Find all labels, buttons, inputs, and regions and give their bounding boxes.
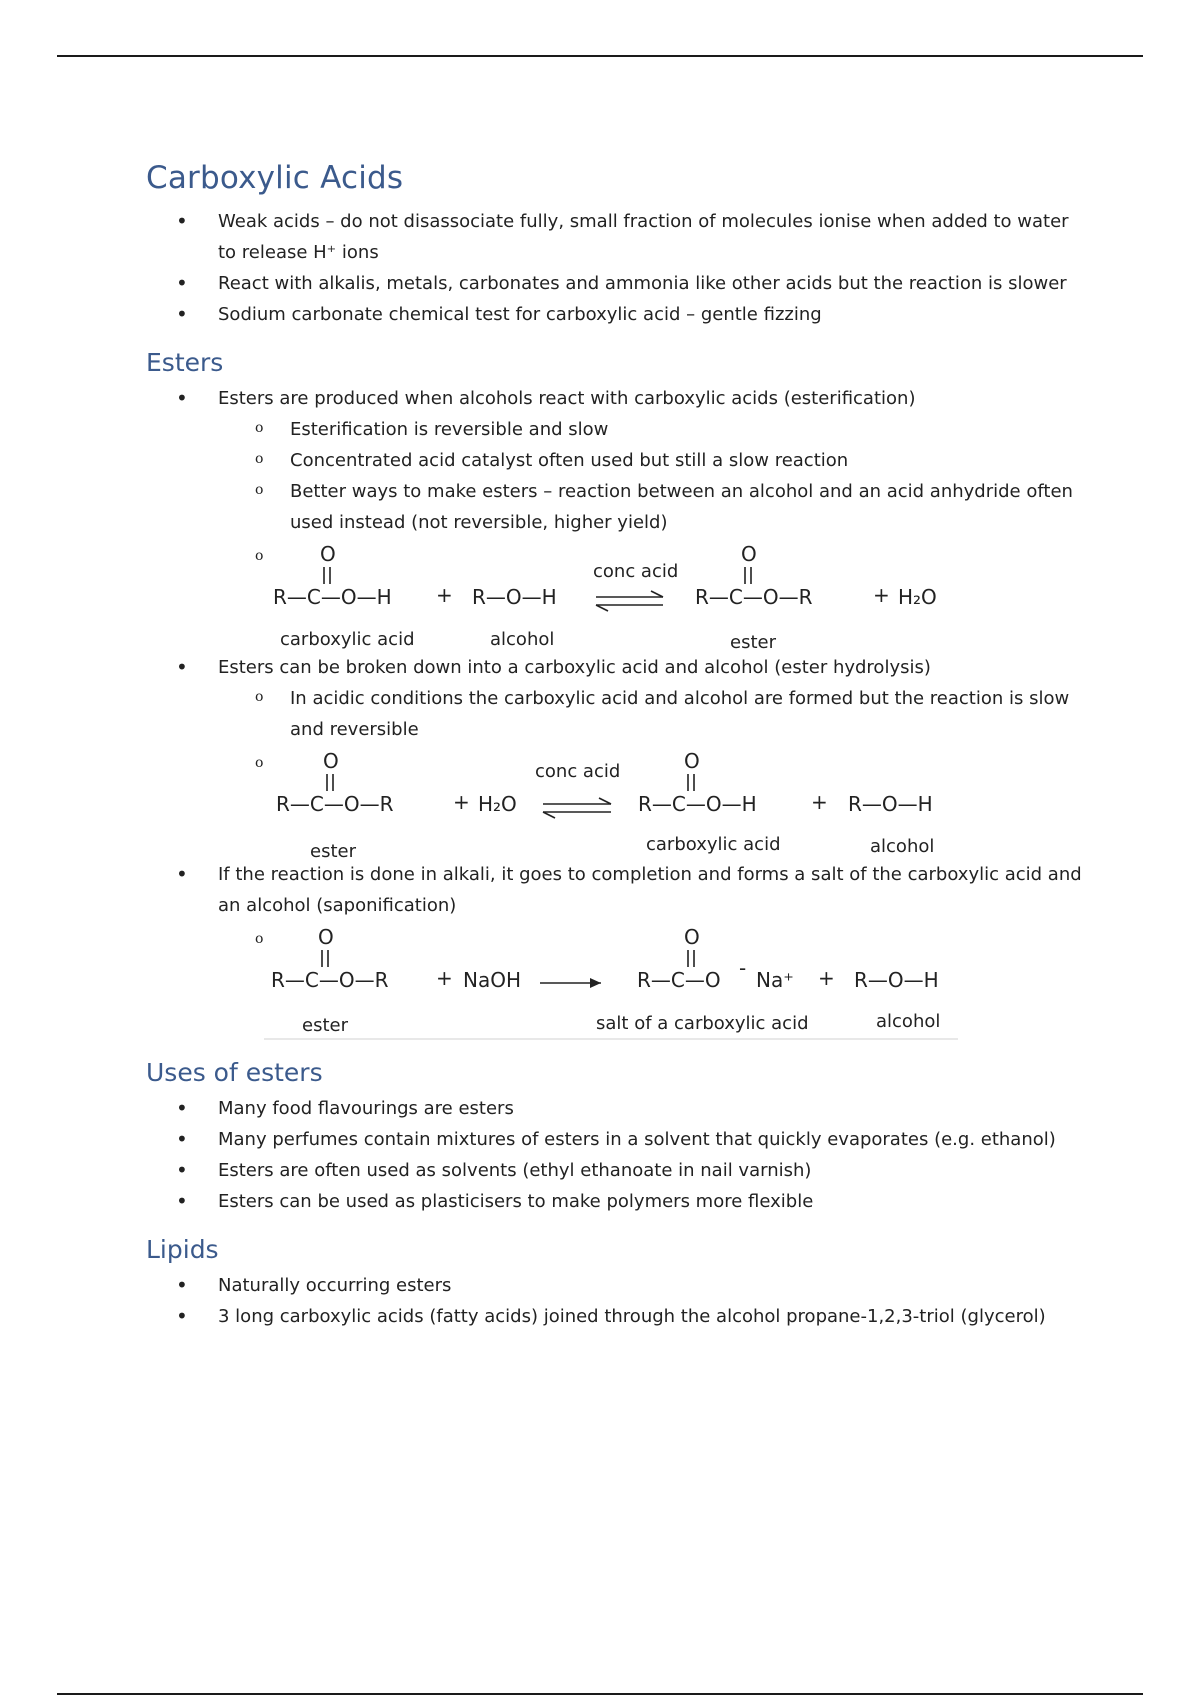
base-formula: NaOH bbox=[463, 968, 521, 992]
list-item: • Naturally occurring esters bbox=[146, 1270, 1086, 1301]
header-rule bbox=[57, 55, 1143, 57]
hydrolysis-sub-list bbox=[218, 683, 1086, 859]
list-item bbox=[146, 859, 1086, 1040]
label-alcohol: alcohol bbox=[876, 1011, 941, 1032]
footer-rule bbox=[57, 1693, 1143, 1695]
list-item: • Esters can be used as plasticisers to make polymers more flexible bbox=[146, 1186, 1086, 1217]
uses-bullets bbox=[146, 1093, 1086, 1217]
alcohol-formula: R—O—H bbox=[854, 968, 939, 992]
list-item bbox=[146, 383, 1086, 652]
plus-sign: + bbox=[818, 966, 835, 990]
heading-lipids: Lipids bbox=[146, 1235, 219, 1264]
label-alcohol: alcohol bbox=[490, 629, 555, 650]
label-ester: ester bbox=[310, 841, 356, 859]
water-formula: H₂O bbox=[898, 585, 937, 609]
hydrolysis-equation bbox=[218, 749, 958, 859]
plus-sign: + bbox=[453, 790, 470, 814]
list-item: o Esterification is reversible and slow bbox=[218, 414, 1086, 445]
carbonyl-oxygen: O bbox=[741, 542, 757, 566]
carbonyl-oxygen: o O bbox=[318, 925, 334, 949]
esters-bullet-3: If the reaction is done in alkali, it goes to completion and forms a salt of the carboxylic acid and an alcohol (saponification) bbox=[218, 864, 1082, 916]
plus-sign: + bbox=[436, 966, 453, 990]
plus-sign: + bbox=[873, 583, 890, 607]
carbonyl-oxygen: o O bbox=[323, 749, 339, 773]
list-item: o Better ways to make esters – reaction between an alcohol and an acid anhydride often used instead (not reversible, higher yield) bbox=[218, 476, 1086, 538]
condition-label: conc acid bbox=[593, 561, 679, 582]
label-ester: ester bbox=[730, 632, 776, 652]
list-item: • Many perfumes contain mixtures of esters in a solvent that quickly evaporates (e.g. ethanol) bbox=[146, 1124, 1086, 1155]
saponification-equation bbox=[218, 925, 958, 1040]
list-item: • Sodium carbonate chemical test for carboxylic acid – gentle fizzing bbox=[146, 299, 1086, 330]
list-item bbox=[218, 749, 1086, 859]
label-carboxylic-acid: carboxylic acid bbox=[646, 834, 781, 855]
carboxylic-bullets bbox=[146, 206, 1086, 330]
label-ester: ester bbox=[302, 1015, 348, 1036]
heading-carboxylic-acids: Carboxylic Acids bbox=[146, 160, 404, 196]
carbonyl-oxygen: O bbox=[684, 749, 700, 773]
water-formula: H₂O bbox=[478, 792, 517, 816]
cation-formula: Na⁺ bbox=[756, 968, 794, 992]
list-item: o In acidic conditions the carboxylic acid and alcohol are formed but the reaction is slow and reversible bbox=[218, 683, 1086, 745]
acid-formula: R—C—O—H bbox=[638, 792, 757, 816]
acid-formula: R—C—O—H bbox=[273, 585, 392, 609]
list-item bbox=[218, 925, 1086, 1040]
ester-formula: R—C—O—R bbox=[271, 968, 389, 992]
carbonyl-oxygen: O bbox=[684, 925, 700, 949]
carbonyl-oxygen: o O bbox=[320, 542, 336, 566]
list-item: o Concentrated acid catalyst often used but still a slow reaction bbox=[218, 445, 1086, 476]
negative-charge: - bbox=[739, 956, 747, 980]
condition-label: conc acid bbox=[535, 761, 621, 782]
lipids-bullets bbox=[146, 1270, 1086, 1332]
alcohol-formula: R—O—H bbox=[472, 585, 557, 609]
label-alcohol: alcohol bbox=[870, 836, 935, 857]
list-item bbox=[218, 542, 1086, 652]
saponification-sub-list bbox=[218, 925, 1086, 1040]
plus-sign: + bbox=[436, 583, 453, 607]
ester-formula: R—C—O—R bbox=[695, 585, 813, 609]
ester-formula: R—C—O—R bbox=[276, 792, 394, 816]
esters-bullet-2: Esters can be broken down into a carboxylic acid and alcohol (ester hydrolysis) bbox=[218, 657, 931, 678]
plus-sign: + bbox=[811, 790, 828, 814]
esters-bullet-1: Esters are produced when alcohols react with carboxylic acids (esterification) bbox=[218, 388, 916, 409]
list-item: • 3 long carboxylic acids (fatty acids) joined through the alcohol propane-1,2,3-triol (glycerol) bbox=[146, 1301, 1086, 1332]
esters-sub-list bbox=[218, 414, 1086, 652]
heading-esters: Esters bbox=[146, 348, 224, 377]
list-item: • Many food flavourings are esters bbox=[146, 1093, 1086, 1124]
alcohol-formula: R—O—H bbox=[848, 792, 933, 816]
list-item: • Esters are often used as solvents (ethyl ethanoate in nail varnish) bbox=[146, 1155, 1086, 1186]
salt-formula: R—C—O bbox=[637, 968, 721, 992]
list-item bbox=[146, 652, 1086, 859]
document-body bbox=[146, 160, 1086, 1332]
list-item: • React with alkalis, metals, carbonates and ammonia like other acids but the reaction is slower bbox=[146, 268, 1086, 299]
esterification-equation bbox=[218, 542, 958, 652]
label-salt: salt of a carboxylic acid bbox=[596, 1013, 809, 1034]
esters-bullets bbox=[146, 383, 1086, 1040]
list-item: • Weak acids – do not disassociate fully, small fraction of molecules ionise when added to water to release H⁺ ions bbox=[146, 206, 1086, 268]
heading-uses-of-esters: Uses of esters bbox=[146, 1058, 323, 1087]
label-carboxylic-acid: carboxylic acid bbox=[280, 629, 415, 650]
